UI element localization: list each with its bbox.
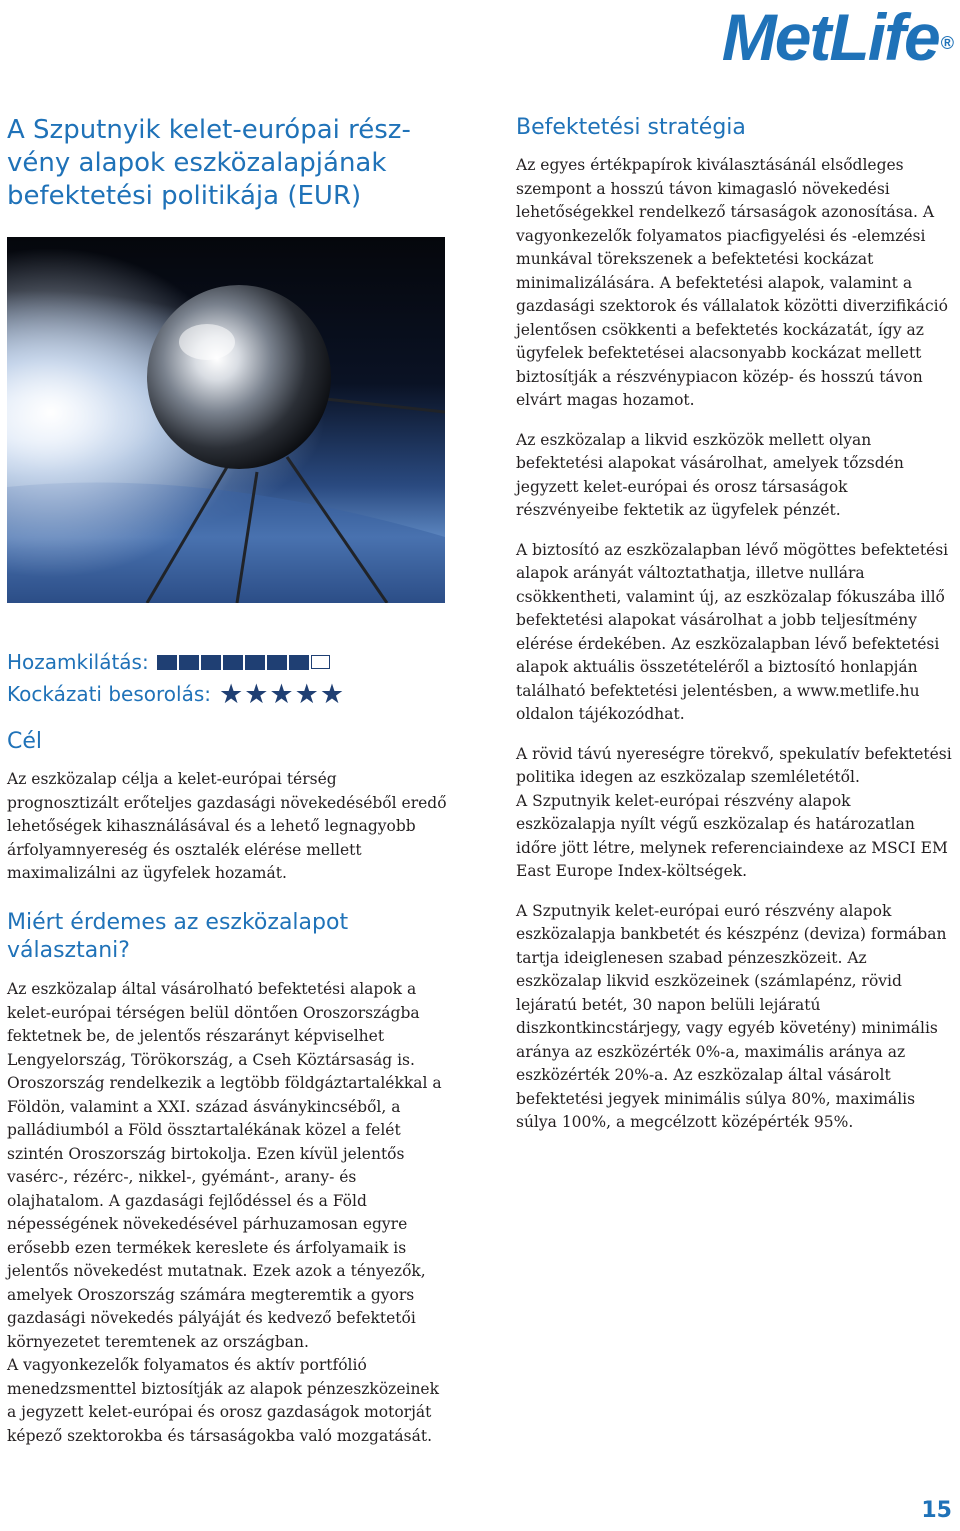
strategy-text [516,154,952,1135]
yield-square-empty [311,655,330,669]
yield-square-filled [223,655,243,670]
yield-row [7,646,447,678]
strategy-paragraph-5: A Szputnyik kelet-európai euró részvény alapok eszközalapja bankbetét és készpénz (deviza) formában tartja ideiglenesen szabad pénzeszközeit. Az eszközalap likvid eszközeinek (számlapénz, rövid lejáratú betét, 30 napon belüli lejáratú diszkontkincstárjegy, vagy egyéb követény) minimális aránya az eszközérték 0%-a, maximális aránya az eszközérték 20%-a. Az eszközalap által vásárolt befektetési jegyek minimális súlya 80%, maximális súlya 100%, a megcélzott középérték 95%. [516,901,947,1131]
yield-square-filled [201,655,221,670]
strategy-paragraph-4a: A rövid távú nyereségre törekvő, spekulatív befektetési politika idegen az eszközalap szemléletétől. [516,744,952,786]
page-title: A Szputnyik kelet-európai rész-vény alapok eszközalapjának befektetési politikája (EUR) [7,115,411,211]
risk-label: Kockázati besorolás: [7,682,211,706]
strategy-paragraph-4b: A Szputnyik kelet-európai részvény alapok eszközalapja nyílt végű eszközalap és határozatlan időre jött létre, melynek referenciaindexe az MSCI EM East Europe Index-költségek. [516,791,948,880]
yield-square-filled [289,655,309,670]
sputnik-illustration [7,237,445,603]
goal-text: Az eszközalap célja a kelet-európai térség prognosztizált erőteljes gazdasági növekedéséből eredő lehetőségek kihasználásával és a lehető legnagyobb árfolyamnyereség és osztalék elérése mellett maximalizálni az ügyfelek hozamát. [7,770,447,882]
goal-heading: Cél [7,729,43,754]
why-paragraph-2: A vagyonkezelők folyamatos és aktív portfólió menedzsmenttel biztosítják az alapok pénzeszközeinek a jegyzett kelet-európai és orosz gazdaságok motorját képező szektorokba és társaságokba való mozgatását. [7,1356,440,1445]
strategy-paragraph-3: A biztosító az eszközalapban lévő mögöttes befektetési alapok arányát változtathatja, illetve nullára csökkentheti, valamint új, az eszközalap fókuszába illő befektetési alapokat vásárolhat a jobb teljesítmény elérése érdekében. Az eszközalapban lévő befektetési alapok aktuális összetételéről a biztosító honlapján található befektetési jelentésben, a www.metlife.hu oldalon tájékozódhat. [516,540,949,723]
strategy-paragraph-2: Az eszközalap a likvid eszközök mellett olyan befektetési alapokat vásárolhat, amelyek tőzsdén jegyzett kelet-európai és orosz társaságok részvényeibe fektetik az ügyfelek pénzét. [516,430,904,519]
risk-row [7,678,447,710]
yield-label: Hozamkilátás: [7,650,149,674]
why-heading: Miért érdemes az eszközalapot választani? [7,910,349,963]
yield-indicator [157,655,332,670]
strategy-heading: Befektetési stratégia [516,115,746,140]
registered-mark: ® [940,33,952,53]
logo-text: MetLife [721,0,939,74]
yield-square-filled [245,655,265,670]
risk-stars-icon: ★★★★★ [219,678,346,710]
yield-square-filled [267,655,287,670]
why-text [7,978,447,1448]
why-paragraph-1: Az eszközalap által vásárolható befektetési alapok a kelet-európai térségen belül döntően Oroszországba fektetnek be, de jelentős részarányt képviselhet Lengyelország, Törökország, a Cseh Köztársaság is. Oroszország rendelkezik a legtöbb földgáztartalékkal a Földön, valamint a XXI. század ásványkincséből, a palládiumból a Föld össztartalékának közel a felét szintén Oroszország birtokolja. Ezen kívül jelentős vasérc-, rézérc-, nikkel-, gyémánt-, arany- és olajhatalom. A gazdasági fejlődéssel és a Föld népességének növekedésével párhuzamosan egyre erősebb ezen termékek kereslete és árfolyamaik is jelentős növekedést mutatnak. Ezek azok a tényezők, amelyek Oroszország számára megteremtik a gyors gazdasági növekedés pályáját és kedvező befektetői környezetet teremtenek az országban. [7,980,442,1351]
sputnik-photo [7,237,445,603]
yield-square-filled [179,655,199,670]
page-number: 15 [921,1498,952,1523]
metlife-logo [721,0,952,74]
strategy-paragraph-1: Az egyes értékpapírok kiválasztásánál elsődleges szempont a hosszú távon kimagasló növekedési lehetőségekkel rendelkező társaságok azonosítása. A vagyonkezelők folyamatos piacfigyelési és -elemzési munkával törekszenek a befektetési kockázat minimalizálására. A befektetési alapok, valamint a gazdasági szektorok és vállalatok közötti diverzifikáció jelentősen csökkenti a befektetés kockázatát, így az ügyfelek befektetései alacsonyabb kockázat mellett biztosítják a részvénypiacon közép- és hosszú távon elvárt magas hozamot. [516,156,948,409]
rating-block [7,646,447,710]
yield-square-filled [157,655,177,670]
